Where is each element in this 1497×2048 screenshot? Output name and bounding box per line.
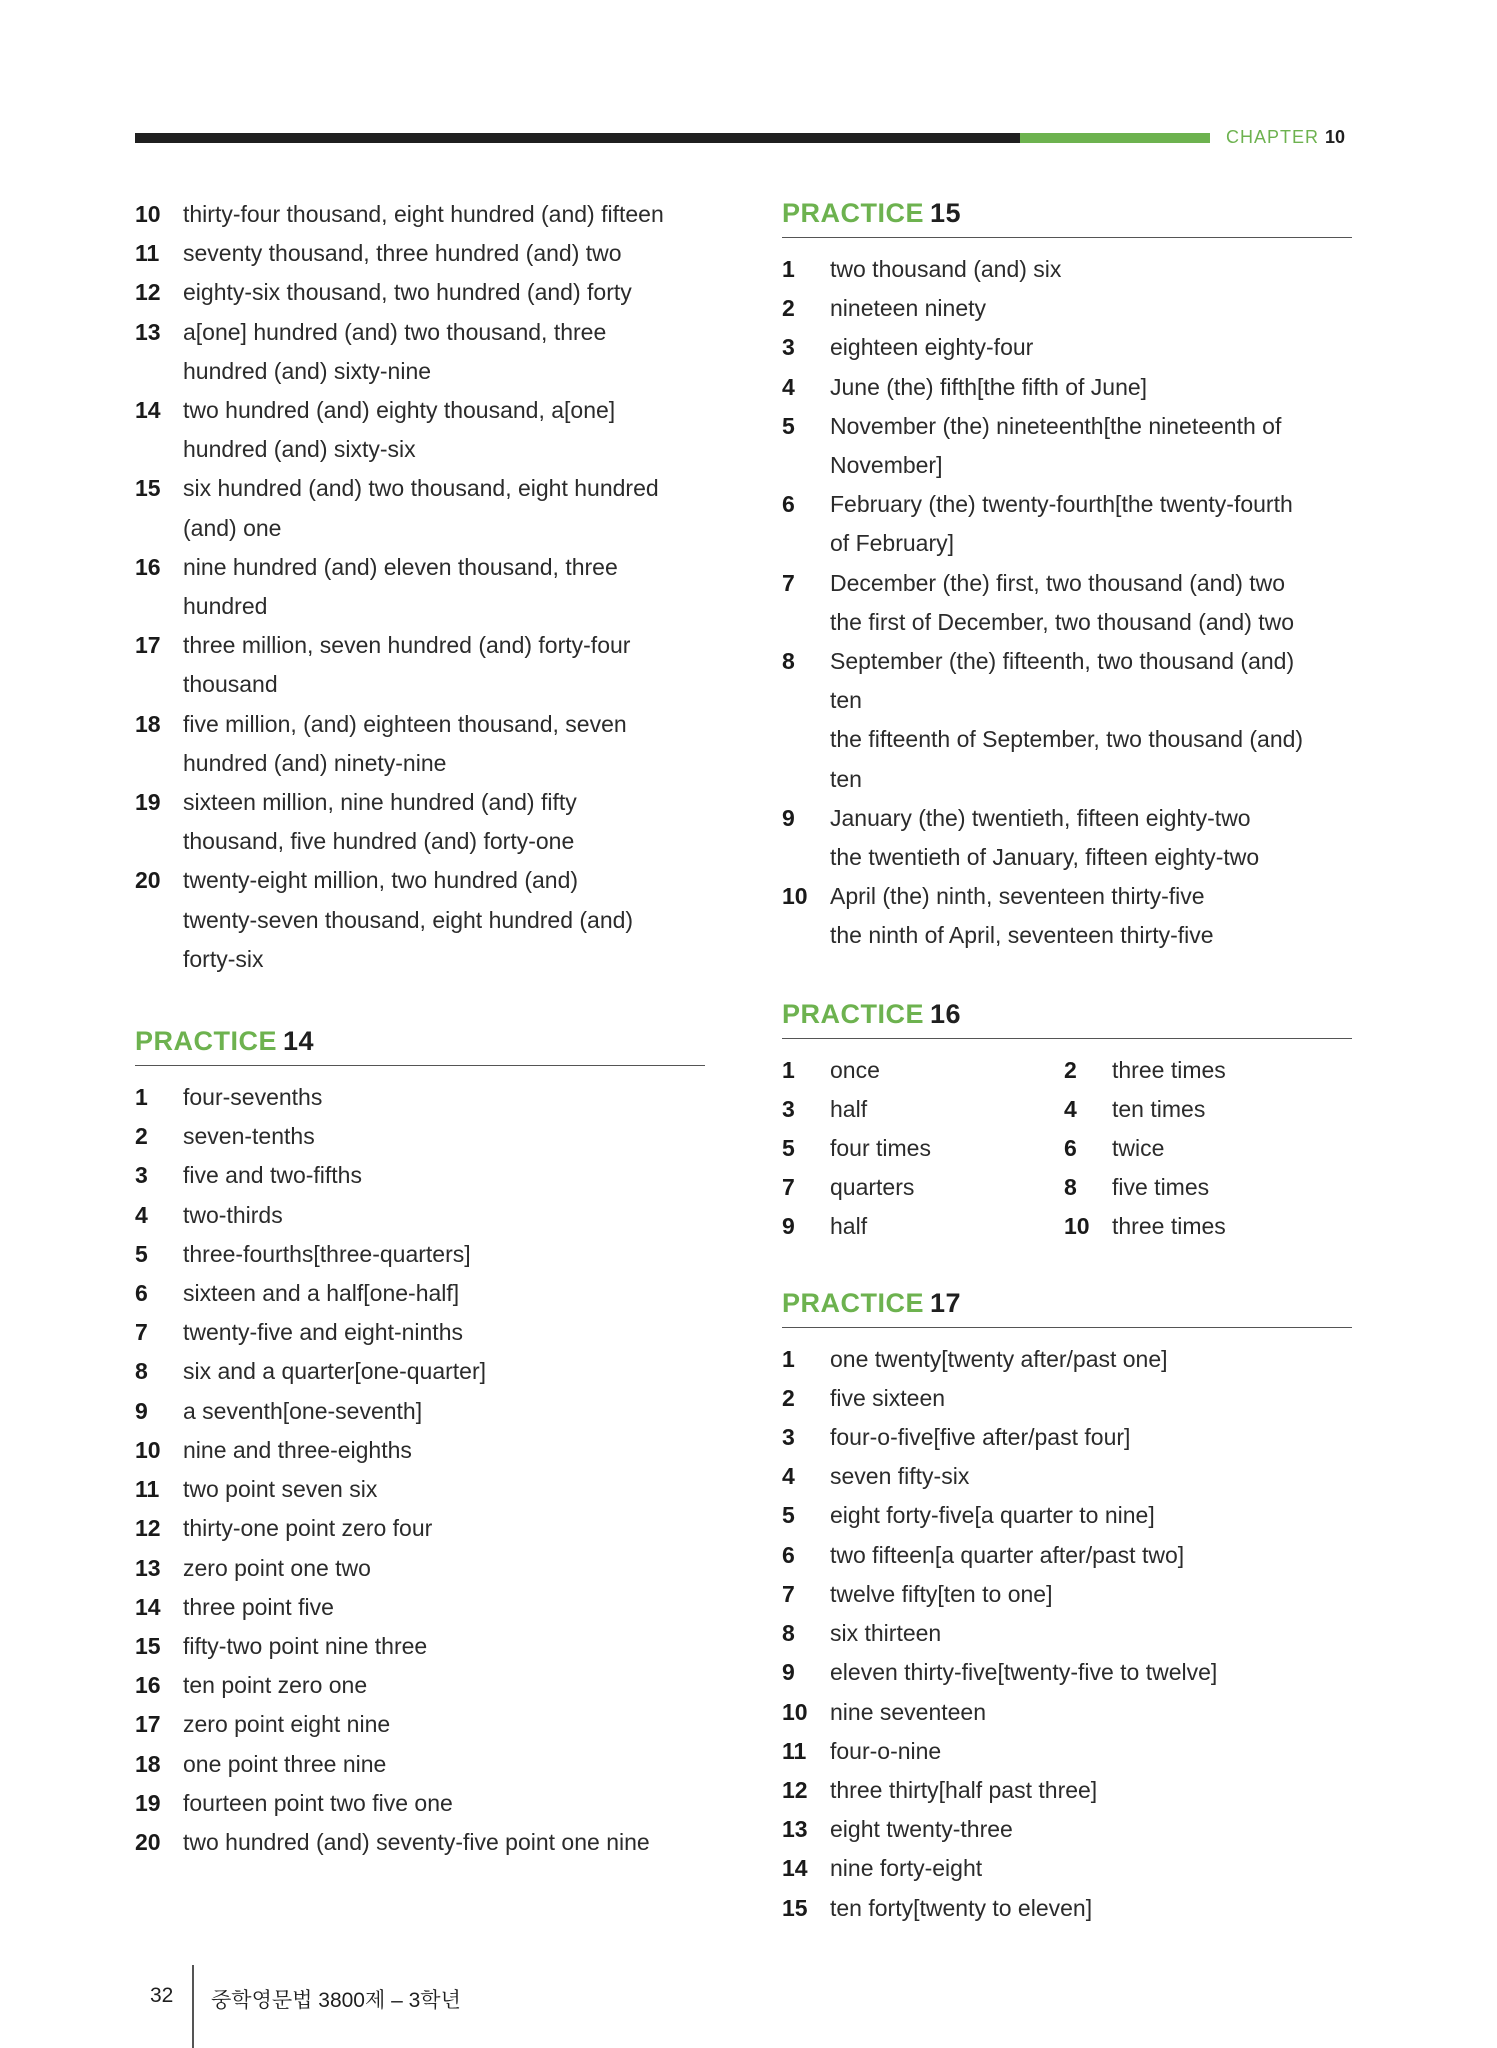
item-number: 12 — [782, 1776, 808, 1803]
item-number: 15 — [135, 475, 161, 502]
item-answer: thirty-four thousand, eight hundred (and) fifteen — [183, 201, 664, 227]
left-column — [135, 195, 705, 1862]
item-number: 11 — [135, 240, 160, 267]
item-number: 17 — [135, 632, 161, 659]
item-answer: ten point zero one — [183, 1672, 368, 1699]
list-item — [782, 1575, 1352, 1614]
item-answer: fourteen point two five one — [183, 1789, 453, 1816]
list-item — [782, 1496, 1352, 1535]
book-title: 중학영문법 3800제 – 3학년 — [211, 1989, 461, 2012]
item-answer: thirty-one point zero four — [183, 1515, 433, 1542]
item-answer: zero point one two — [183, 1554, 371, 1581]
practice-17-list — [782, 1340, 1352, 1928]
item-number: 1 — [782, 1345, 795, 1372]
practice-16-list — [782, 1051, 1352, 1247]
item-answer: one point three nine — [183, 1750, 387, 1777]
item-number: 6 — [782, 491, 795, 518]
item-answer: a[one] hundred (and) two thousand, three hundred (and) sixty-nine — [183, 318, 607, 384]
chapter-label: CHAPTER 10 — [1226, 127, 1346, 147]
item-answer: September (the) fifteenth, two thousand (and) ten the fifteenth of September, two thousand (and) ten — [830, 648, 1304, 792]
item-number: 12 — [135, 1515, 161, 1542]
list-item — [782, 1536, 1352, 1575]
list-item — [135, 783, 705, 861]
page-number: 32 — [150, 1984, 174, 2007]
item-number: 4 — [1064, 1095, 1077, 1122]
item-number: 16 — [135, 1672, 161, 1699]
list-item — [782, 1732, 1352, 1771]
list-item — [782, 1418, 1352, 1457]
item-number: 14 — [782, 1855, 808, 1882]
item-number: 7 — [782, 569, 795, 596]
list-item — [782, 1168, 1064, 1207]
item-answer: February (the) twenty-fourth[the twenty-fourth of February] — [830, 491, 1293, 557]
item-number: 10 — [782, 1698, 808, 1725]
practice-15-heading: PRACTICE 15 — [782, 195, 1352, 238]
list-item — [782, 485, 1352, 563]
list-item — [782, 642, 1352, 799]
header-rule-accent — [1020, 133, 1210, 143]
item-number: 12 — [135, 279, 161, 306]
list-item — [135, 1313, 705, 1352]
item-answer: January (the) twentieth, fifteen eighty-two the twentieth of January, fifteen eighty-two — [830, 804, 1260, 871]
list-item — [782, 1340, 1352, 1379]
list-item — [782, 1457, 1352, 1496]
list-item — [135, 1509, 705, 1548]
list-item — [135, 469, 705, 547]
list-item — [135, 1588, 705, 1627]
item-answer: nine and three-eighths — [183, 1436, 412, 1463]
item-number: 1 — [782, 1056, 795, 1083]
item-number: 8 — [782, 1620, 795, 1647]
item-number: 4 — [135, 1201, 148, 1228]
item-answer: nine forty-eight — [830, 1855, 983, 1882]
list-item — [135, 1745, 705, 1784]
list-item — [782, 564, 1352, 642]
practice-15-list — [782, 250, 1352, 956]
item-number: 13 — [782, 1816, 808, 1843]
item-number: 14 — [135, 397, 161, 424]
item-answer: twice — [1112, 1135, 1165, 1162]
item-answer: nine hundred (and) eleven thousand, three hundred — [183, 553, 618, 620]
item-answer: once — [830, 1056, 880, 1083]
list-item — [135, 1078, 705, 1117]
item-number: 20 — [135, 1828, 161, 1855]
list-item — [135, 1823, 705, 1862]
item-number: 8 — [782, 648, 795, 675]
item-answer: April (the) ninth, seventeen thirty-five the ninth of April, seventeen thirty-five — [830, 883, 1214, 949]
item-number: 16 — [135, 553, 161, 580]
list-item — [782, 799, 1352, 877]
item-answer: two hundred (and) eighty thousand, a[one] hundred (and) sixty-six — [183, 397, 616, 463]
item-number: 18 — [135, 1750, 161, 1777]
item-answer: twenty-eight million, two hundred (and) twenty-seven thousand, eight hundred (and) forty-six — [183, 867, 634, 972]
item-number: 1 — [782, 256, 795, 282]
item-number: 9 — [782, 1659, 795, 1686]
practice-14-heading: PRACTICE 14 — [135, 1023, 705, 1066]
item-answer: quarters — [830, 1174, 915, 1201]
list-item — [1064, 1129, 1346, 1168]
list-item — [135, 1352, 705, 1391]
practice-16-section — [782, 996, 1352, 1247]
list-item — [135, 1784, 705, 1823]
item-number: 3 — [782, 1095, 795, 1122]
item-number: 3 — [782, 1424, 795, 1451]
list-item — [135, 1392, 705, 1431]
list-item — [135, 391, 705, 469]
item-number: 6 — [782, 1541, 795, 1568]
list-item — [135, 548, 705, 626]
list-item — [782, 407, 1352, 485]
list-item — [135, 626, 705, 704]
item-answer: four-o-nine — [830, 1737, 942, 1764]
right-column — [782, 195, 1352, 1928]
item-answer: two thousand (and) six — [830, 256, 1062, 282]
item-answer: seven fifty-six — [830, 1463, 970, 1490]
item-answer: eight twenty-three — [830, 1816, 1013, 1843]
list-item — [1064, 1051, 1346, 1090]
item-number: 2 — [782, 295, 795, 322]
item-number: 10 — [782, 883, 808, 910]
list-item — [135, 705, 705, 783]
item-answer: seventy thousand, three hundred (and) two — [183, 240, 622, 267]
list-item — [782, 1129, 1064, 1168]
item-number: 13 — [135, 1554, 161, 1581]
item-number: 9 — [782, 804, 795, 831]
item-number: 8 — [1064, 1174, 1077, 1201]
list-item — [782, 1051, 1064, 1090]
list-item — [135, 1666, 705, 1705]
list-item — [135, 1470, 705, 1509]
list-item — [135, 1705, 705, 1744]
item-answer: three times — [1112, 1213, 1226, 1240]
list-item — [782, 1207, 1064, 1246]
list-item — [135, 273, 705, 312]
practice-15-section — [782, 195, 1352, 956]
item-answer: six hundred (and) two thousand, eight hundred (and) one — [183, 475, 659, 541]
list-item — [782, 1771, 1352, 1810]
item-answer: eighty-six thousand, two hundred (and) forty — [183, 279, 632, 306]
item-answer: five sixteen — [830, 1384, 946, 1411]
item-answer: twenty-five and eight-ninths — [183, 1319, 463, 1346]
item-answer: four-o-five[five after/past four] — [830, 1424, 1131, 1451]
item-number: 5 — [782, 1135, 795, 1162]
list-item — [135, 1196, 705, 1235]
item-answer: two-thirds — [183, 1201, 283, 1228]
item-number: 4 — [782, 373, 795, 400]
item-answer: three point five — [183, 1593, 334, 1620]
list-item — [135, 1549, 705, 1588]
item-number: 9 — [782, 1213, 795, 1240]
list-item — [782, 289, 1352, 328]
item-number: 5 — [135, 1240, 148, 1267]
chapter-number: 10 — [1325, 127, 1346, 147]
item-answer: five times — [1112, 1174, 1210, 1201]
item-number: 7 — [135, 1319, 148, 1346]
item-number: 20 — [135, 867, 161, 894]
item-number: 3 — [782, 334, 795, 361]
list-item — [782, 1090, 1064, 1129]
item-number: 15 — [782, 1894, 808, 1921]
item-number: 7 — [782, 1580, 795, 1607]
item-number: 11 — [782, 1737, 807, 1764]
item-answer: four times — [830, 1135, 931, 1162]
item-answer: eight forty-five[a quarter to nine] — [830, 1502, 1155, 1529]
item-answer: twelve fifty[ten to one] — [830, 1580, 1053, 1607]
item-number: 4 — [782, 1463, 795, 1490]
item-number: 6 — [135, 1280, 148, 1307]
practice-17-section — [782, 1285, 1352, 1928]
list-item — [782, 1653, 1352, 1692]
list-item — [135, 1117, 705, 1156]
item-answer: zero point eight nine — [183, 1711, 391, 1738]
item-number: 10 — [1064, 1213, 1090, 1240]
item-answer: a seventh[one-seventh] — [183, 1397, 423, 1424]
list-item — [135, 1235, 705, 1274]
item-answer: nineteen ninety — [830, 295, 987, 322]
practice-14-section — [135, 1023, 705, 1862]
item-answer: three thirty[half past three] — [830, 1776, 1098, 1803]
list-item — [782, 877, 1352, 955]
answer-list-continuation — [135, 195, 705, 979]
list-item — [782, 1693, 1352, 1732]
list-item — [1064, 1168, 1346, 1207]
item-number: 18 — [135, 710, 161, 737]
item-answer: nine seventeen — [830, 1698, 987, 1725]
list-item — [135, 1627, 705, 1666]
item-number: 10 — [135, 201, 161, 227]
item-answer: three million, seven hundred (and) forty-four thousand — [183, 632, 631, 698]
item-number: 13 — [135, 318, 161, 345]
item-answer: three times — [1112, 1056, 1226, 1083]
item-number: 10 — [135, 1436, 161, 1463]
item-answer: one twenty[twenty after/past one] — [830, 1345, 1168, 1372]
item-number: 5 — [782, 412, 795, 439]
footer-divider — [192, 1965, 194, 2048]
list-item — [135, 1156, 705, 1195]
list-item — [782, 328, 1352, 367]
list-item — [135, 234, 705, 273]
item-answer: two fifteen[a quarter after/past two] — [830, 1541, 1185, 1568]
item-answer: eighteen eighty-four — [830, 334, 1034, 361]
item-number: 19 — [135, 789, 161, 816]
item-number: 2 — [782, 1384, 795, 1411]
item-number: 8 — [135, 1358, 148, 1385]
item-number: 11 — [135, 1476, 160, 1503]
practice-14-list — [135, 1078, 705, 1862]
item-number: 19 — [135, 1789, 161, 1816]
item-answer: three-fourths[three-quarters] — [183, 1240, 471, 1267]
item-answer: June (the) fifth[the fifth of June] — [830, 373, 1148, 400]
list-item — [135, 1274, 705, 1313]
list-item — [135, 861, 705, 979]
item-number: 7 — [782, 1174, 795, 1201]
item-answer: two hundred (and) seventy-five point one nine — [183, 1828, 650, 1855]
item-answer: November (the) nineteenth[the nineteenth of November] — [830, 412, 1282, 479]
list-item — [782, 1810, 1352, 1849]
list-item — [1064, 1207, 1346, 1246]
item-answer: eleven thirty-five[twenty-five to twelve] — [830, 1659, 1218, 1686]
header-rule-dark — [135, 133, 1020, 143]
item-number: 6 — [1064, 1135, 1077, 1162]
practice-17-heading: PRACTICE 17 — [782, 1285, 1352, 1328]
item-answer: ten times — [1112, 1095, 1206, 1122]
item-answer: six thirteen — [830, 1620, 942, 1647]
item-number: 17 — [135, 1711, 161, 1738]
item-number: 5 — [782, 1502, 795, 1529]
item-number: 9 — [135, 1397, 148, 1424]
item-answer: six and a quarter[one-quarter] — [183, 1358, 487, 1385]
item-answer: fifty-two point nine three — [183, 1632, 428, 1659]
item-number: 14 — [135, 1593, 161, 1620]
item-answer: sixteen and a half[one-half] — [183, 1280, 460, 1307]
list-item — [782, 1889, 1352, 1928]
item-answer: five and two-fifths — [183, 1162, 362, 1189]
item-number: 15 — [135, 1632, 161, 1659]
item-answer: half — [830, 1213, 868, 1240]
item-answer: ten forty[twenty to eleven] — [830, 1894, 1093, 1921]
item-answer: December (the) first, two thousand (and) two the first of December, two thousand (and) two — [830, 569, 1295, 635]
practice-16-heading: PRACTICE 16 — [782, 996, 1352, 1039]
item-answer: four-sevenths — [183, 1084, 323, 1111]
list-item — [135, 1431, 705, 1470]
item-answer: five million, (and) eighteen thousand, seven hundred (and) ninety-nine — [183, 710, 627, 776]
item-number: 3 — [135, 1162, 148, 1189]
list-item — [782, 1849, 1352, 1888]
list-item — [782, 368, 1352, 407]
item-answer: two point seven six — [183, 1476, 378, 1503]
list-item — [135, 313, 705, 391]
list-item — [1064, 1090, 1346, 1129]
item-number: 2 — [135, 1123, 148, 1150]
item-number: 1 — [135, 1084, 148, 1111]
item-answer: sixteen million, nine hundred (and) fifty thousand, five hundred (and) forty-one — [183, 789, 577, 855]
list-item — [782, 1614, 1352, 1653]
list-item — [782, 1379, 1352, 1418]
item-answer: half — [830, 1095, 868, 1122]
list-item — [135, 195, 705, 234]
item-number: 2 — [1064, 1056, 1077, 1083]
list-item — [782, 250, 1352, 289]
item-answer: seven-tenths — [183, 1123, 315, 1150]
